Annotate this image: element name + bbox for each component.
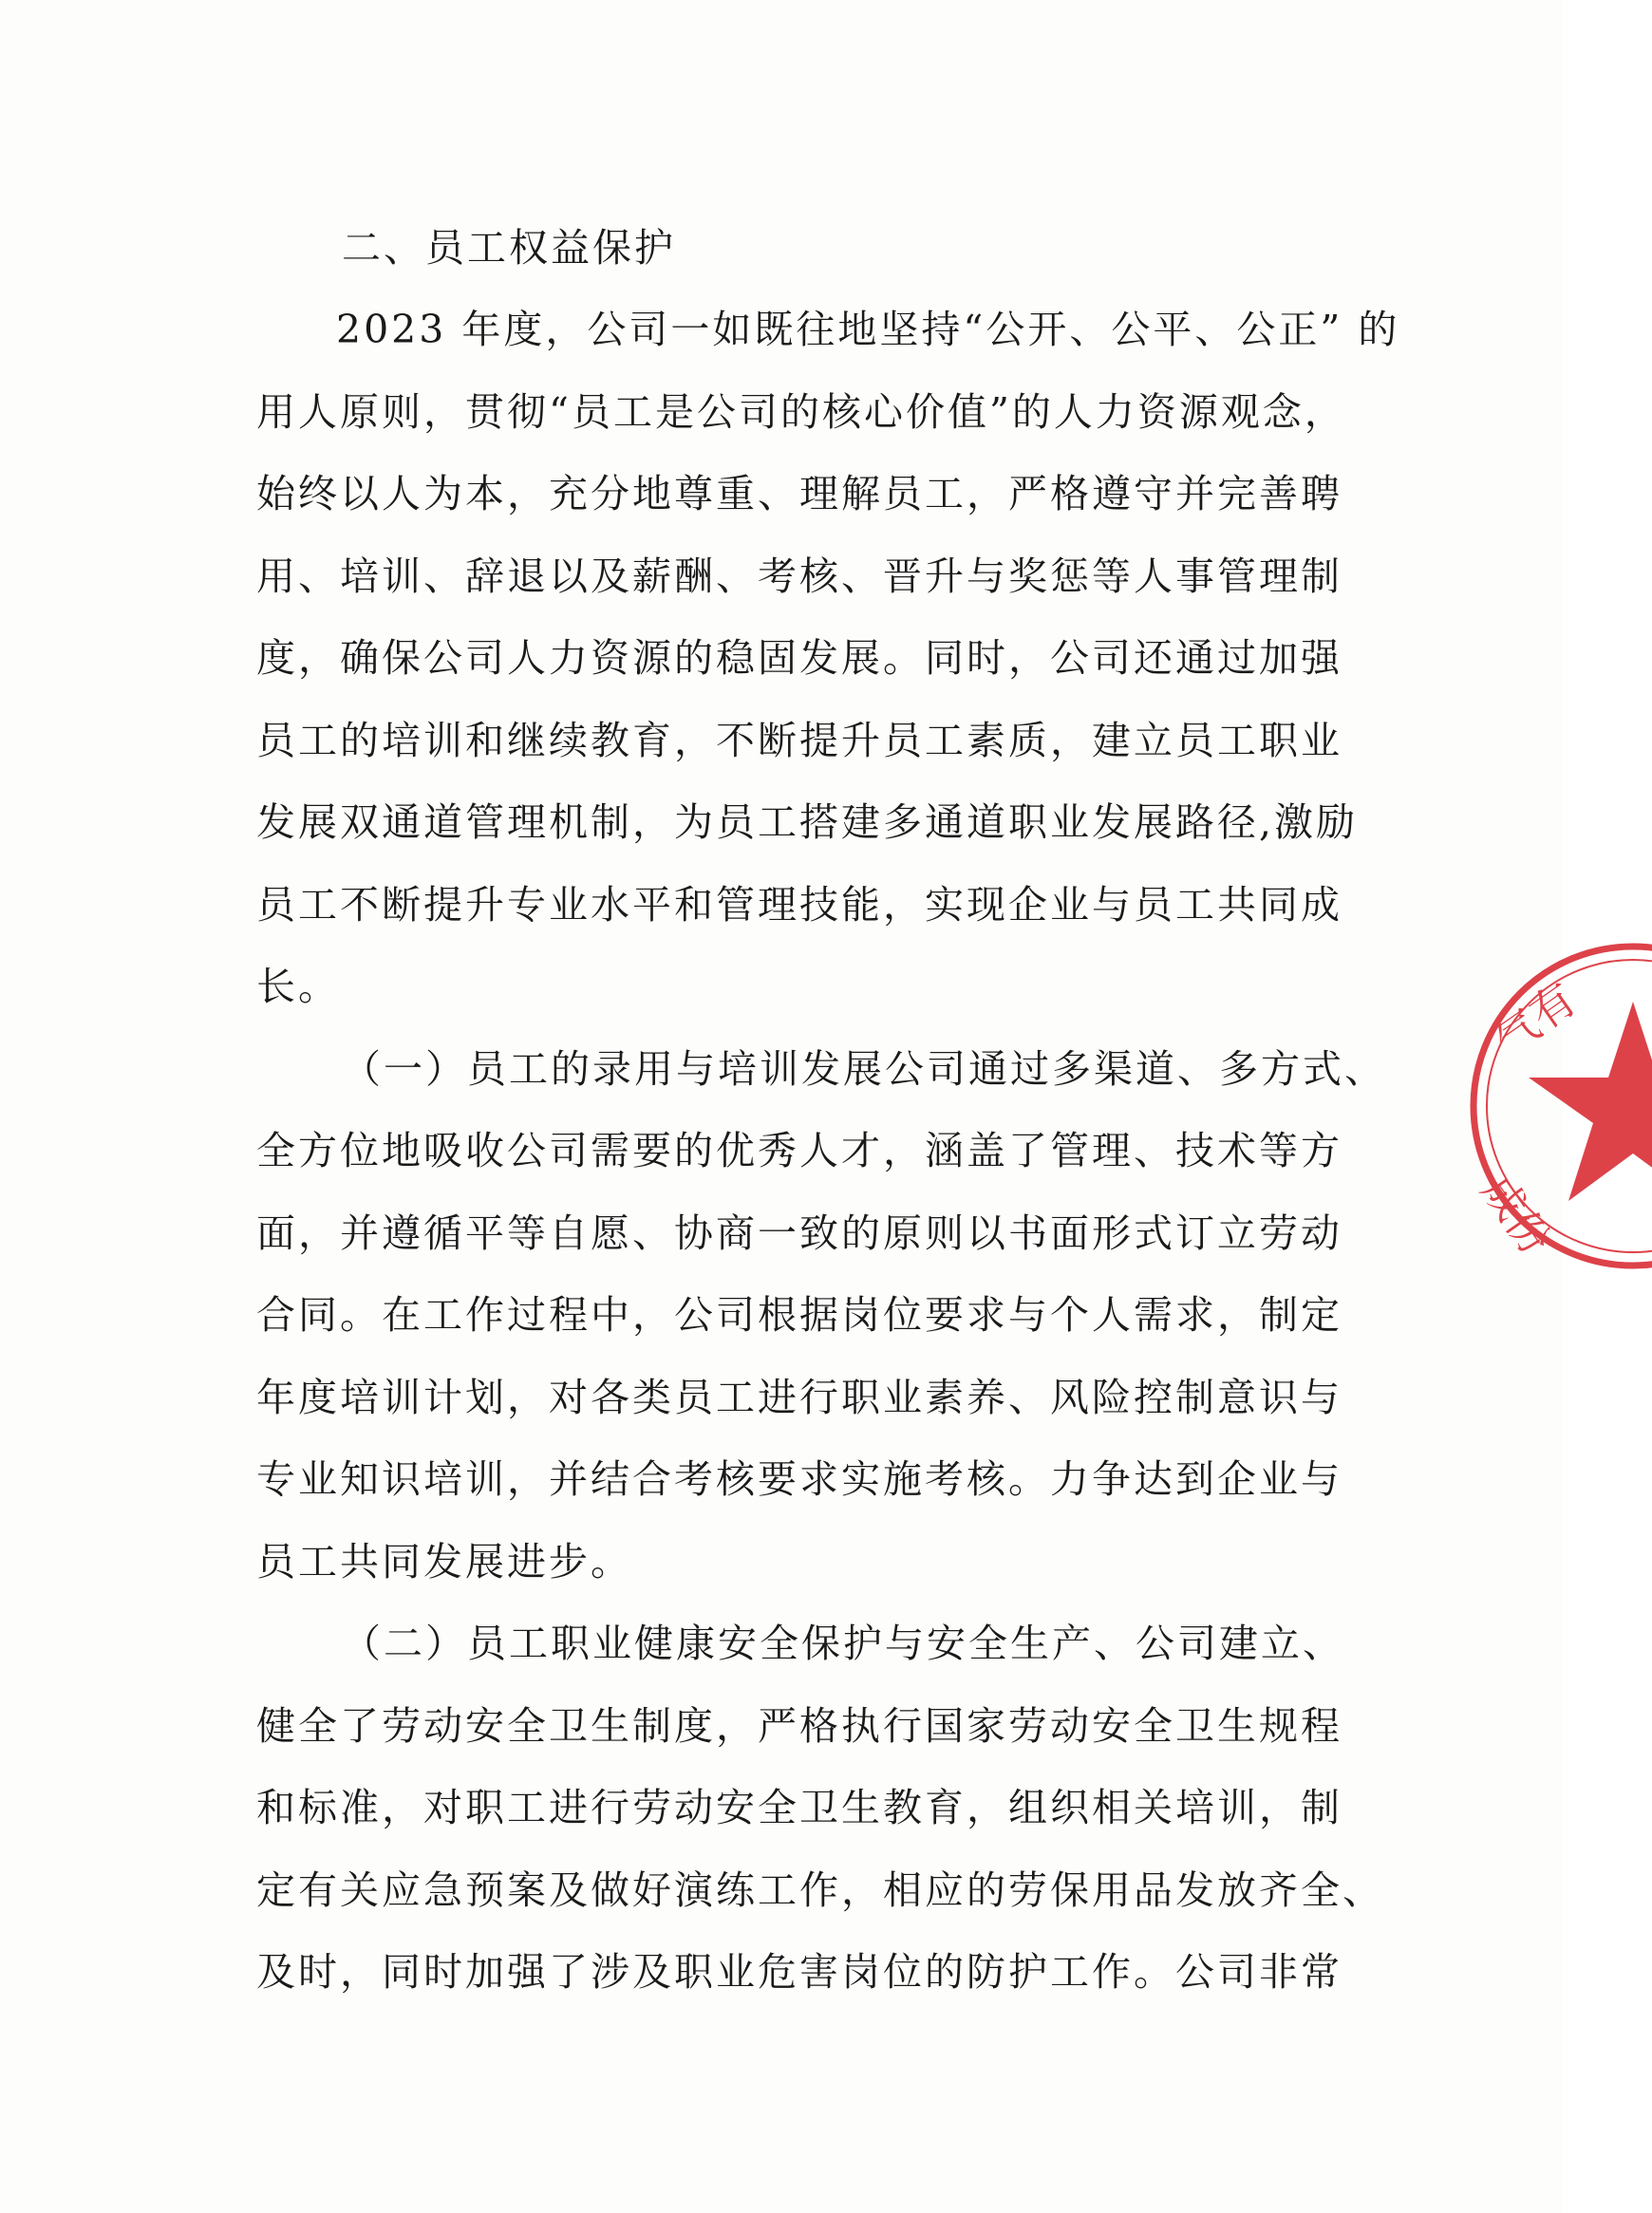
- paragraph-1-line-9: 长。: [256, 964, 340, 1009]
- paragraph-2-line-7: 员工共同发展进步。: [256, 1539, 632, 1585]
- paragraph-1-line-7: 发展双通道管理机制，为员工搭建多通道职业发展路径,激励: [256, 799, 1359, 845]
- paragraph-1-line-2: 用人原则，贯彻“员工是公司的核心价值”的人力资源观念，: [256, 389, 1346, 435]
- paragraph-2-line-2: 全方位地吸收公司需要的优秀人才，涵盖了管理、技术等方: [256, 1128, 1342, 1173]
- paragraph-1-line-8: 员工不断提升专业水平和管理技能，实现企业与员工共同成: [256, 882, 1342, 928]
- paragraph-3-line-1: （二）员工职业健康安全保护与安全生产、公司建立、: [342, 1621, 1344, 1666]
- paragraph-1-line-4: 用、培训、辞退以及薪酬、考核、晋升与奖惩等人事管理制: [256, 553, 1342, 599]
- section-heading: 二、员工权益保护: [342, 225, 676, 271]
- company-seal-stamp: [1462, 935, 1652, 1277]
- paragraph-2-line-5: 年度培训计划，对各类员工进行职业素养、风险控制意识与: [256, 1375, 1342, 1420]
- paragraph-2-line-6: 专业知识培训，并结合考核要求实施考核。力争达到企业与: [256, 1456, 1342, 1502]
- paragraph-1-line-3: 始终以人为本，充分地尊重、理解员工，严格遵守并完善聘: [256, 471, 1342, 516]
- paragraph-1-line-6: 员工的培训和继续教育，不断提升员工素质，建立员工职业: [256, 718, 1342, 763]
- paragraph-3-line-4: 定有关应急预案及做好演练工作，相应的劳保用品发放齐全、: [256, 1867, 1384, 1913]
- paragraph-1-line-1: 2023 年度，公司一如既往地坚持“公开、公平、公正” 的: [336, 307, 1400, 352]
- paragraph-3-line-3: 和标准，对职工进行劳动安全卫生教育，组织相关培训，制: [256, 1785, 1342, 1830]
- paragraph-3-line-2: 健全了劳动安全卫生制度，严格执行国家劳动安全卫生规程: [256, 1703, 1342, 1749]
- paragraph-1-line-5: 度，确保公司人力资源的稳固发展。同时，公司还通过加强: [256, 635, 1342, 681]
- paragraph-2-line-1: （一）员工的录用与培训发展公司通过多渠道、多方式、: [342, 1046, 1386, 1092]
- paragraph-2-line-3: 面，并遵循平等自愿、协商一致的原则以书面形式订立劳动: [256, 1210, 1342, 1256]
- svg-text:气有: 气有: [1484, 973, 1586, 1066]
- paragraph-3-line-5: 及时，同时加强了涉及职业危害岗位的防护工作。公司非常: [256, 1949, 1342, 1995]
- seal-icon: [1462, 935, 1652, 1277]
- paragraph-2-line-4: 合同。在工作过程中，公司根据岗位要求与个人需求，制定: [256, 1292, 1342, 1338]
- svg-text:成份: 成份: [1472, 1167, 1560, 1265]
